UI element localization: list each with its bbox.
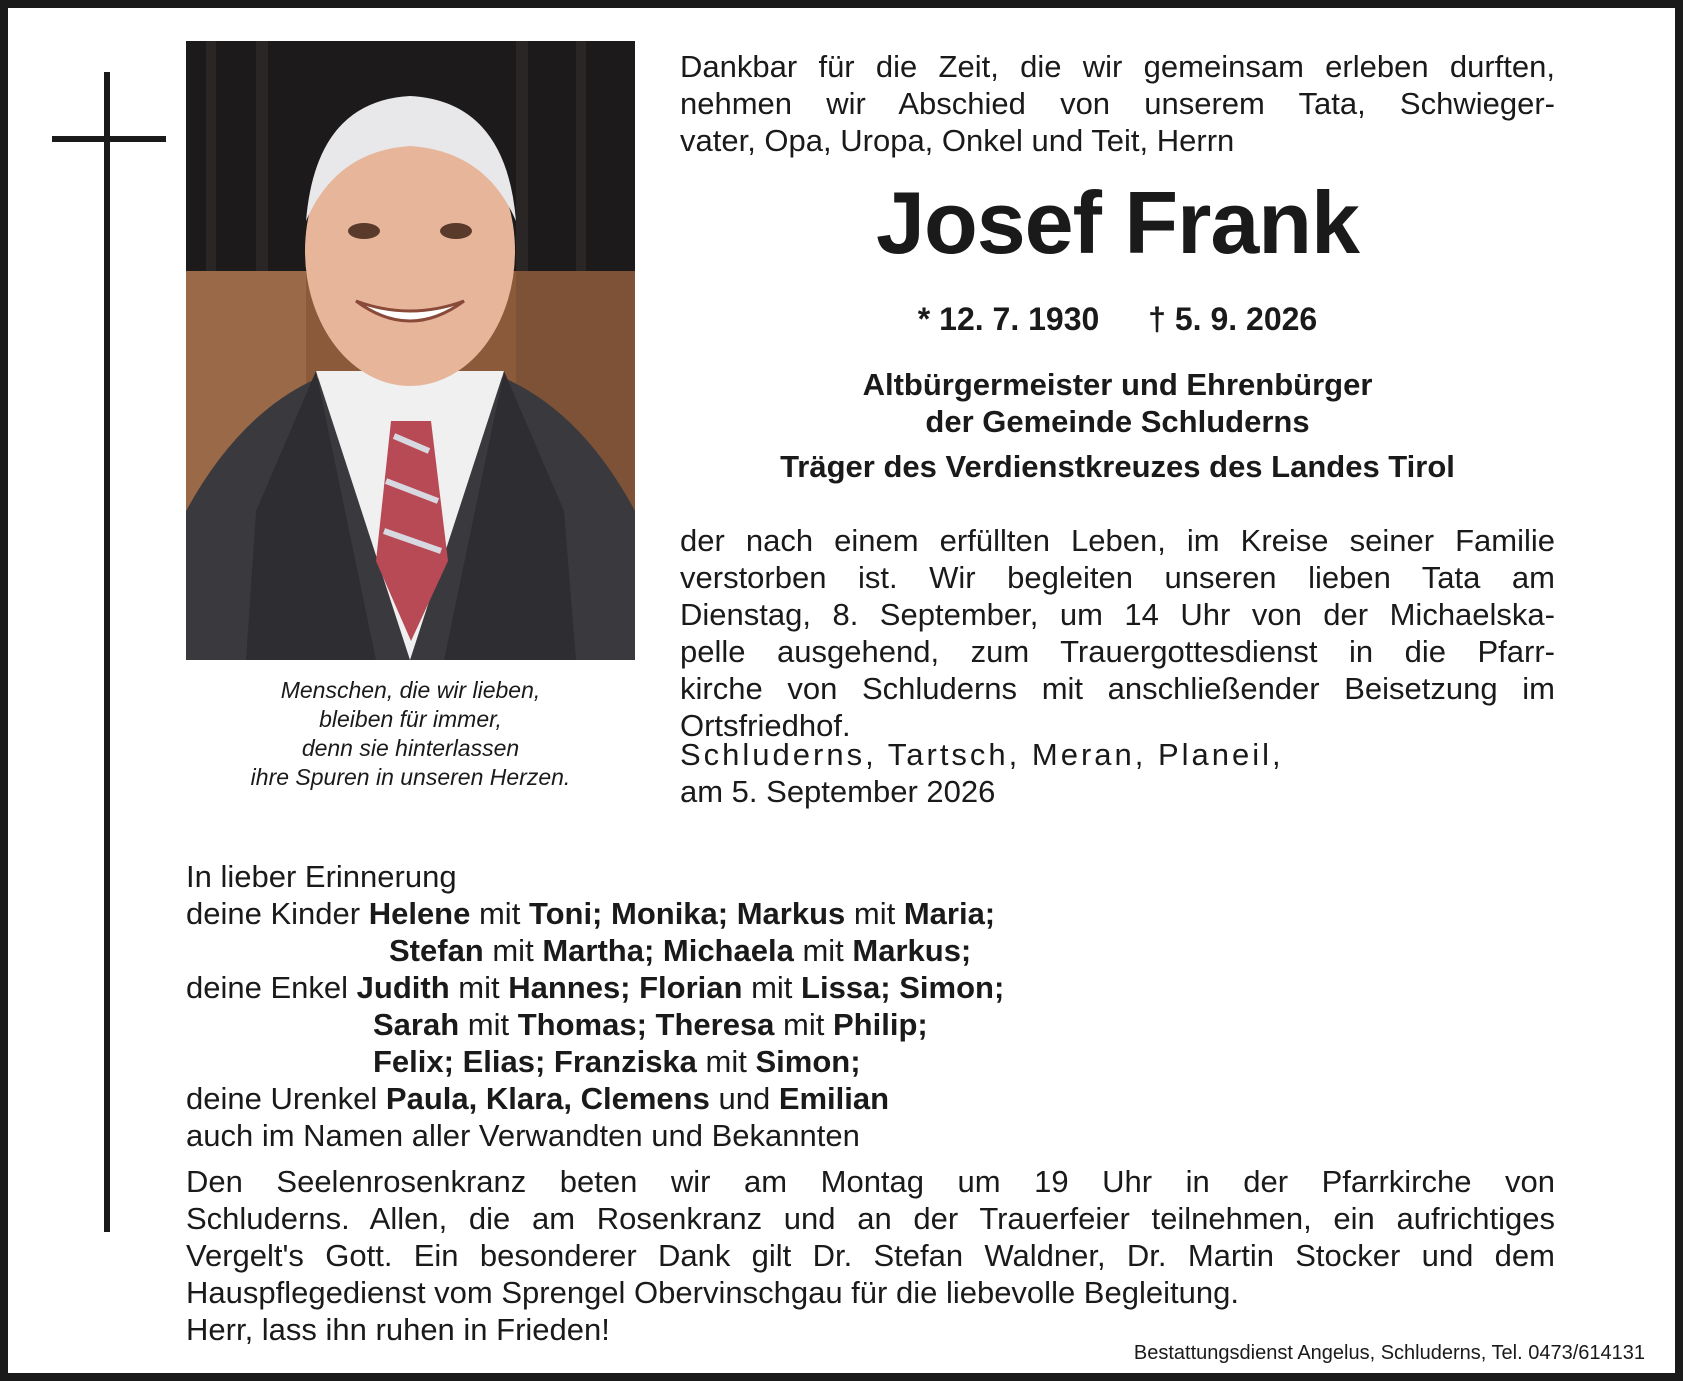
connector-text: und [709, 1081, 779, 1116]
family-list [186, 858, 1004, 1154]
family-name: Philip; [833, 1007, 928, 1042]
family-name: Simon; [755, 1044, 861, 1079]
memorial-quote [186, 676, 635, 792]
closing-line: Vergelt's Gott. Ein besonderer Dank gilt Dr. Stefan Waldner, Dr. Martin Stocker und dem [186, 1238, 1555, 1273]
family-name: Martha; Michaela [542, 933, 794, 968]
enkel-row-continued [186, 1043, 1004, 1080]
kinder-names [389, 933, 971, 968]
cross-icon-bar [52, 136, 166, 142]
relatives-line: auch im Namen aller Verwandten und Bekannten [186, 1118, 860, 1153]
deceased-name: Josef Frank [876, 173, 1359, 272]
family-name: Toni; Monika; Markus [528, 896, 846, 931]
connector-text: mit [845, 896, 904, 931]
place-and-date [680, 736, 1284, 810]
urenkel-row [186, 1080, 1004, 1117]
kinder-row-continued [186, 932, 1004, 969]
family-name: Lissa; Simon; [801, 970, 1005, 1005]
family-name: Judith [356, 970, 450, 1005]
family-name: Stefan [389, 933, 484, 968]
connector-text: mit [774, 1007, 833, 1042]
towns-line: Schluderns, Tartsch, Meran, Planeil, [680, 737, 1284, 772]
funeral-details [680, 522, 1555, 744]
enkel-names [373, 1044, 861, 1079]
connector-text: mit [483, 933, 543, 968]
body-line: Dienstag, 8. September, um 14 Uhr von der Michaelska- [680, 597, 1555, 632]
connector-text: mit [742, 970, 802, 1005]
portrait-photo [186, 41, 635, 660]
closing-line: Schluderns. Allen, die am Rosenkranz und an der Trauerfeier teilnehmen, ein aufrichtiges [186, 1201, 1555, 1236]
urenkel-names [386, 1081, 889, 1116]
urenkel-label: deine Urenkel [186, 1081, 378, 1116]
kinder-label: deine Kinder [186, 896, 361, 931]
family-heading: In lieber Erinnerung [186, 859, 457, 894]
title-line: der Gemeinde Schluderns [925, 404, 1310, 439]
enkel-names [373, 1007, 928, 1042]
family-name: Paula, Klara, Clemens [385, 1081, 710, 1116]
body-line: der nach einem erfüllten Leben, im Kreise seiner Familie [680, 523, 1555, 558]
closing-line: Hauspflegedienst vom Sprengel Obervinschgau für die liebevolle Begleitung. [186, 1275, 1239, 1310]
enkel-label: deine Enkel [186, 970, 349, 1005]
date-line: am 5. September 2026 [680, 774, 996, 809]
birth-date: * 12. 7. 1930 [917, 301, 1100, 337]
enkel-row [186, 969, 1004, 1006]
kinder-names [369, 896, 995, 931]
intro-line: Dankbar für die Zeit, die wir gemeinsam erleben durften, [680, 49, 1555, 84]
connector-text: mit [793, 933, 853, 968]
quote-line: bleiben für immer, [319, 706, 502, 732]
cross-icon [104, 72, 110, 1232]
family-name: Markus; [852, 933, 972, 968]
intro-text [680, 48, 1555, 159]
family-name: Emilian [778, 1081, 890, 1116]
connector-text: mit [470, 896, 529, 931]
death-date: † 5. 9. 2026 [1148, 301, 1318, 337]
body-line: verstorben ist. Wir begleiten unseren lieben Tata am [680, 560, 1555, 595]
intro-line: vater, Opa, Uropa, Onkel und Teit, Herrn [680, 123, 1235, 158]
body-line: kirche von Schluderns mit anschließender Beisetzung im [680, 671, 1555, 706]
body-line: Ortsfriedhof. [680, 708, 851, 743]
connector-text: mit [696, 1044, 756, 1079]
title-line: Altbürgermeister und Ehrenbürger [862, 367, 1373, 402]
enkel-names [357, 970, 1005, 1005]
funeral-service-credit: Bestattungsdienst Angelus, Schluderns, Tel. 0473/614131 [1133, 1342, 1645, 1364]
connector-text: mit [449, 970, 509, 1005]
intro-line: nehmen wir Abschied von unserem Tata, Schwieger- [680, 86, 1555, 121]
honorary-titles [680, 366, 1555, 485]
family-name: Maria; [903, 896, 996, 931]
closing-line: Den Seelenrosenkranz beten wir am Montag um 19 Uhr in der Pfarrkirche von [186, 1164, 1555, 1199]
family-name: Felix; Elias; Franziska [373, 1044, 697, 1079]
family-name: Helene [368, 896, 471, 931]
family-name: Thomas; Theresa [517, 1007, 775, 1042]
enkel-row-continued [186, 1006, 1004, 1043]
closing-text [186, 1163, 1555, 1348]
kinder-row [186, 895, 1004, 932]
closing-line: Herr, lass ihn ruhen in Frieden! [186, 1312, 610, 1347]
quote-line: Menschen, die wir lieben, [280, 677, 541, 703]
connector-text: mit [459, 1007, 518, 1042]
quote-line: denn sie hinterlassen [301, 735, 520, 761]
family-name: Hannes; Florian [508, 970, 743, 1005]
family-name: Sarah [373, 1007, 460, 1042]
body-line: pelle ausgehend, zum Trauergottesdienst in die Pfarr- [680, 634, 1555, 669]
life-dates [680, 300, 1555, 338]
quote-line: ihre Spuren in unseren Herzen. [250, 764, 571, 790]
title-line: Träger des Verdienstkreuzes des Landes Tirol [780, 449, 1455, 484]
